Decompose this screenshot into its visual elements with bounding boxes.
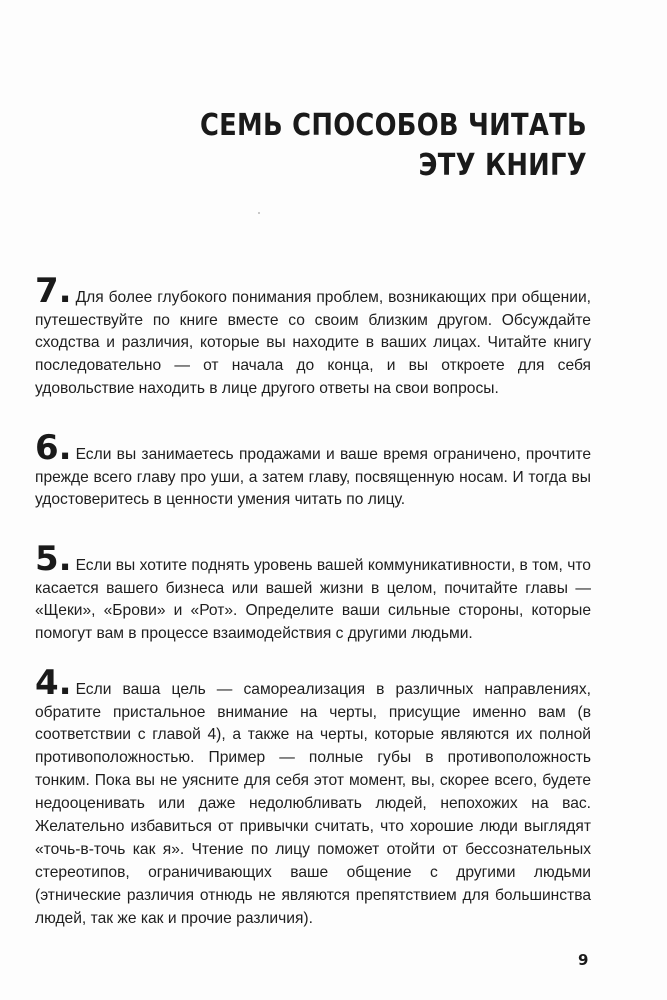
section-text: Если ваша цель — самореализация в различных направлениях, обратите пристальное внимание на черты, присущие именно вам (в соответствии с главой 4), а также на черты, которые являются их полной противоположностью. Пример — полные губы в противоположность тонким. Пока вы не уясните для себя этот момент, вы, скорее всего, будете недооценивать или даже недолюбливать людей, непохожих на вас. Желательно избавиться от привычки считать, что хорошие люди выглядят «точь-в-точь как я». Чтение по лицу поможет отойти от бессознательных стереотипов, ограничивающих ваше общение с другими людьми (этнические различия отнюдь не являются препятствием для большинства людей, так же как и прочие различия). <box>35 680 591 927</box>
section-number: 7. <box>35 270 72 311</box>
title-line-2: ЭТУ КНИГУ <box>418 148 587 183</box>
print-speck <box>258 212 260 214</box>
section-text: Если вы хотите поднять уровень вашей коммуникативности, в том, что касается вашего бизнеса или вашей жизни в целом, почитайте главы — «Щеки», «Брови» и «Рот». Определите ваши сильные стороны, которые помогут вам в процессе взаимодействия с другими людьми. <box>35 556 591 643</box>
section-number: 5. <box>35 538 72 579</box>
section-number: 4. <box>35 662 72 703</box>
page-title <box>200 106 587 186</box>
section-text: Если вы занимаетесь продажами и ваше время ограничено, прочтите прежде всего главу про уши, а затем главу, посвященную носам. И тогда вы удостоверитесь в ценности умения читать по лицу. <box>35 445 591 509</box>
section-text: Для более глубокого понимания проблем, возникающих при общении, путешествуйте по книге вместе со своим близким другом. Обсуждайте сходства и различия, которые вы находите в ваших лицах. Читайте книгу последовательно — от начала до конца, и вы откроете для себя удовольствие находить в лице другого ответы на свои вопросы. <box>35 288 591 398</box>
section-6 <box>35 427 591 513</box>
section-5 <box>35 538 591 647</box>
title-line-1: СЕМЬ СПОСОБОВ ЧИТАТЬ <box>200 108 587 143</box>
section-7 <box>35 270 591 402</box>
section-4 <box>35 662 591 931</box>
page-number: 9 <box>578 951 589 969</box>
section-number: 6. <box>35 427 72 468</box>
